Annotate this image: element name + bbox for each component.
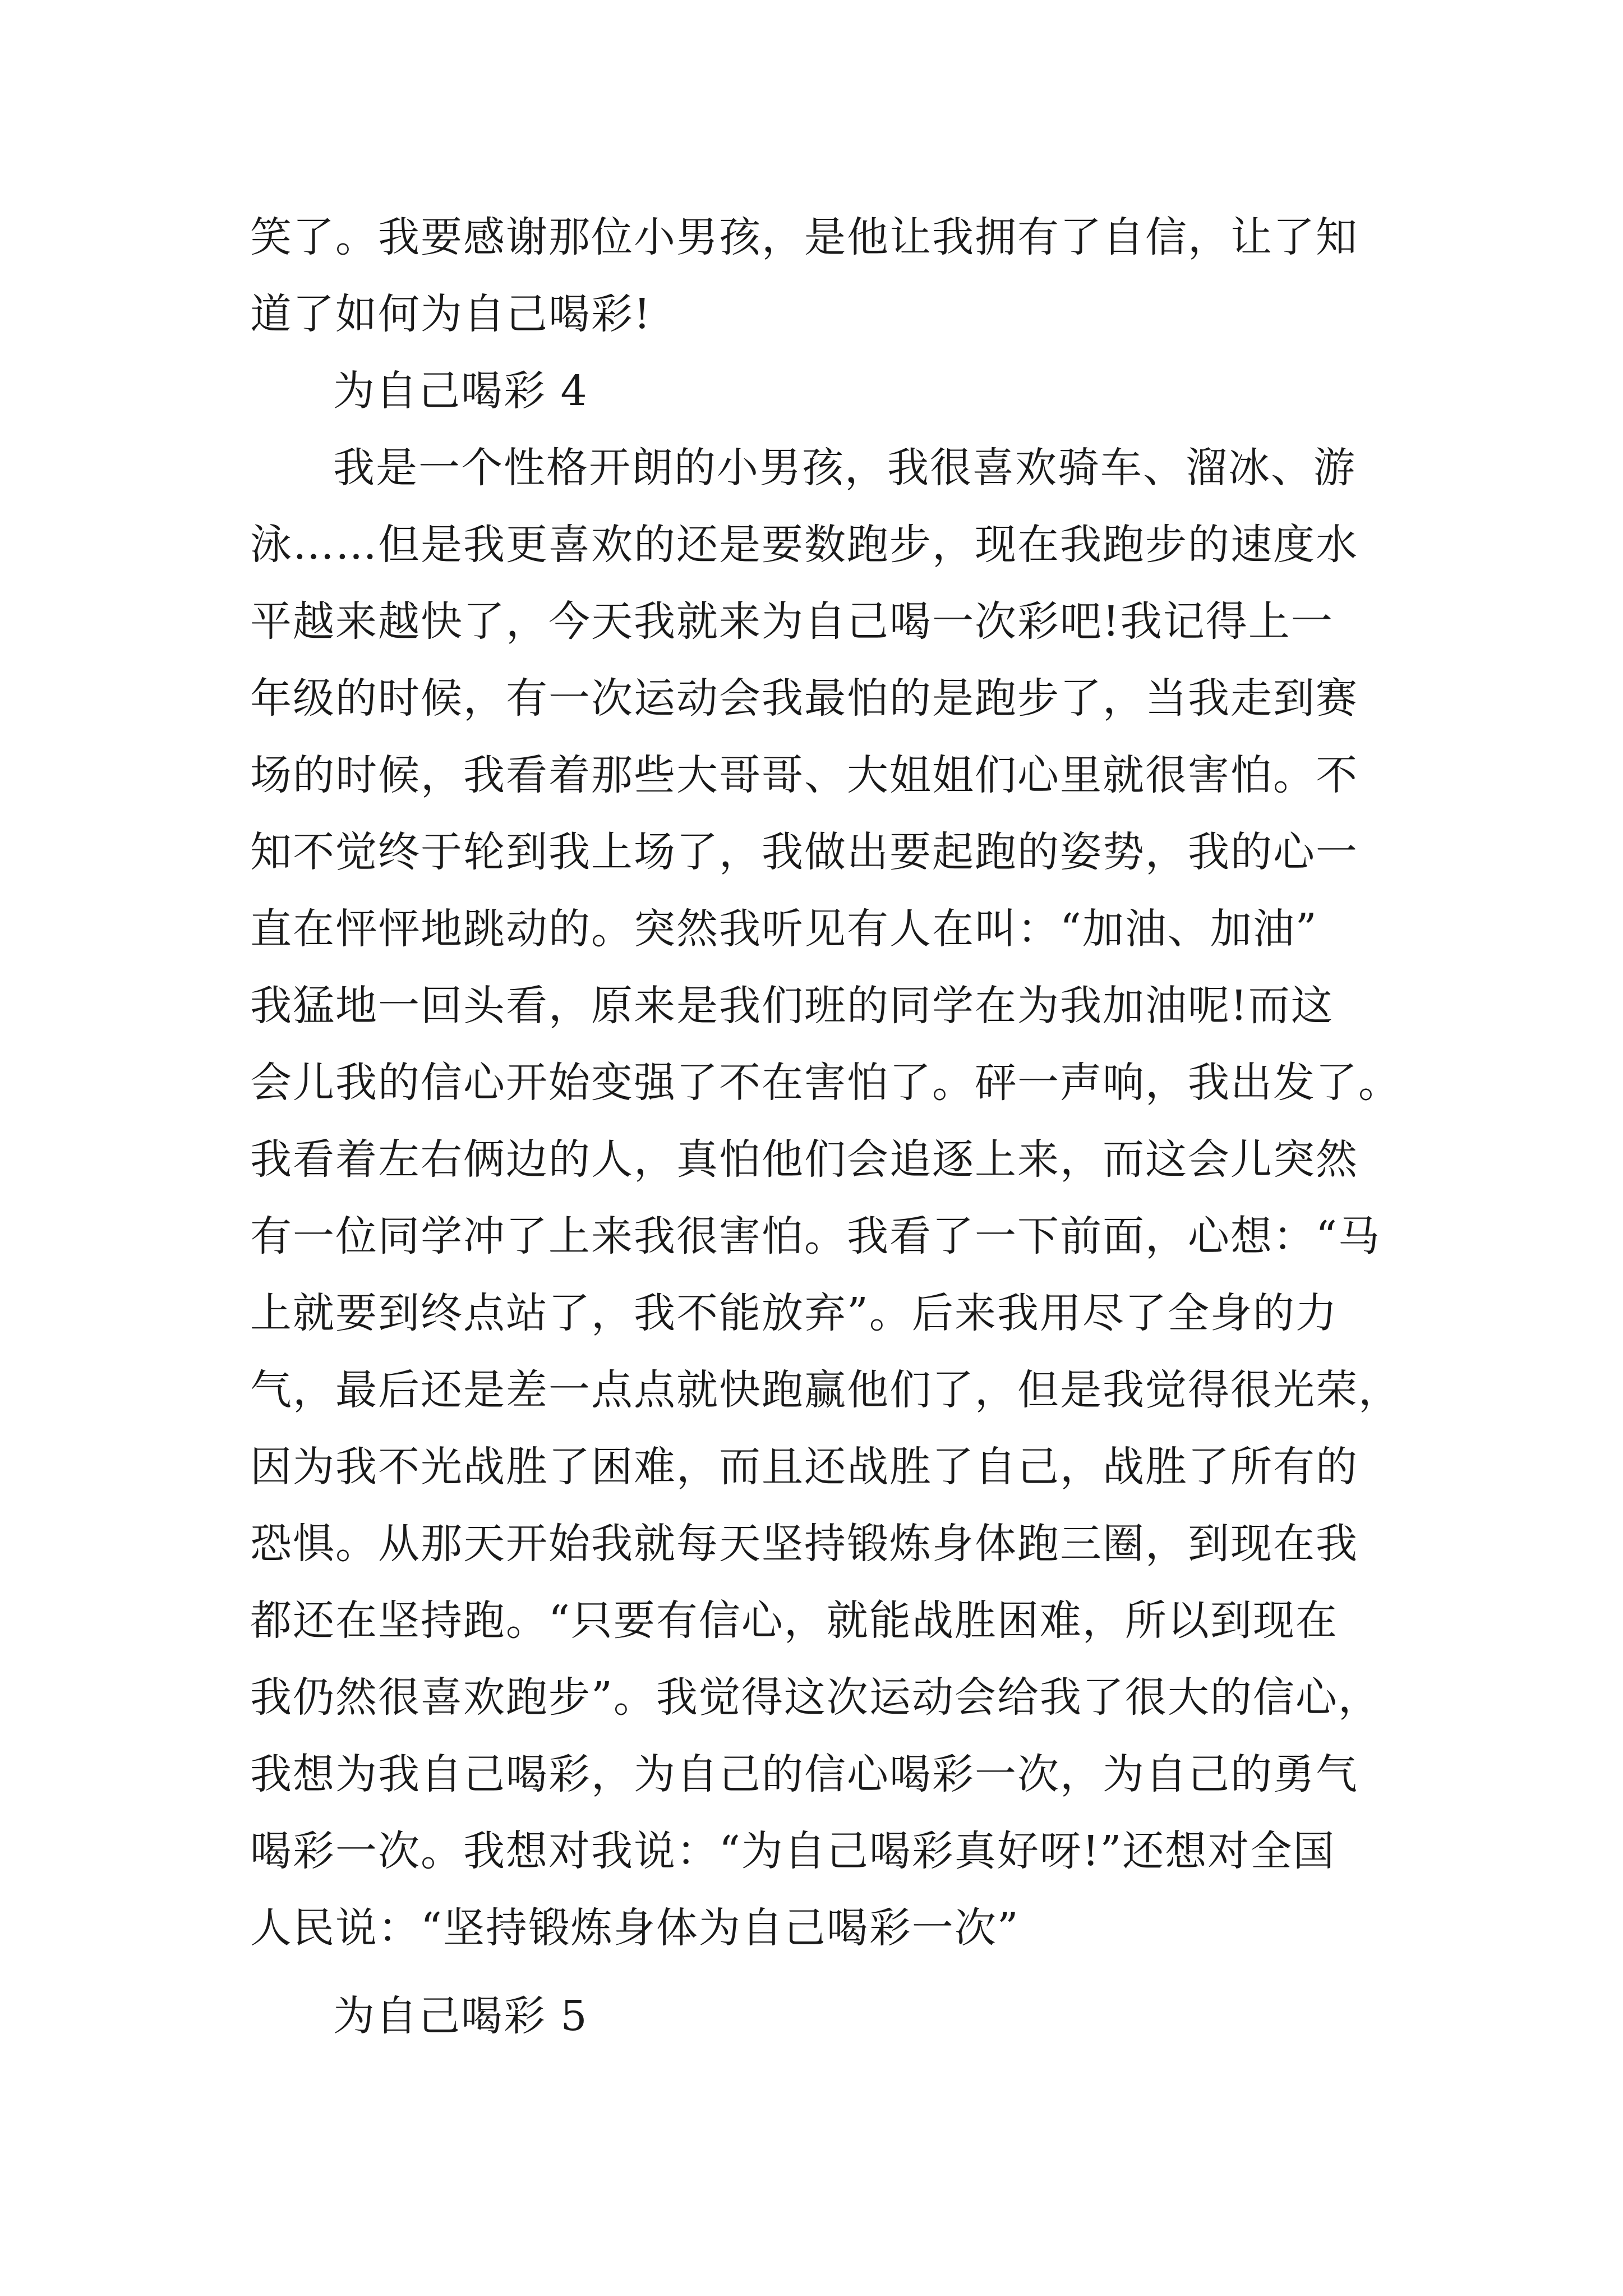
intro-line-2: 道了如何为自己喝彩!: [250, 290, 652, 338]
section-4-line-19: 喝彩一次。我想对我说：“为自己喝彩真好呀!”还想对全国: [250, 1827, 1336, 1875]
section-4-line-14: 因为我不光战胜了困难，而且还战胜了自己，战胜了所有的: [250, 1443, 1358, 1491]
section-4-line-4: 年级的时候，有一次运动会我最怕的是跑步了，当我走到赛: [250, 674, 1358, 723]
section-4-line-1: 我是一个性格开朗的小男孩，我很喜欢骑车、溜冰、游: [333, 444, 1356, 492]
section-4-heading: 为自己喝彩 4: [333, 367, 588, 415]
section-4-line-8: 我猛地一回头看，原来是我们班的同学在为我加油呢!而这: [250, 982, 1334, 1030]
section-4-line-18: 我想为我自己喝彩，为自己的信心喝彩一次，为自己的勇气: [250, 1750, 1358, 1798]
section-4-line-5: 场的时候，我看着那些大哥哥、大姐姐们心里就很害怕。不: [250, 751, 1358, 799]
section-4-line-11: 有一位同学冲了上来我很害怕。我看了一下前面，心想：“马: [250, 1212, 1381, 1260]
section-5-heading: 为自己喝彩 5: [333, 1992, 588, 2040]
section-4-line-10: 我看着左右俩边的人，真怕他们会追逐上来，而这会儿突然: [250, 1135, 1358, 1184]
section-4-line-13: 气，最后还是差一点点就快跑赢他们了，但是我觉得很光荣，: [250, 1366, 1401, 1414]
text-column: [250, 199, 1401, 2055]
section-4-line-6: 知不觉终于轮到我上场了，我做出要起跑的姿势，我的心一: [250, 828, 1358, 876]
section-4-line-15: 恐惧。从那天开始我就每天坚持锻炼身体跑三圈，到现在我: [250, 1520, 1358, 1568]
section-gap: [250, 1967, 1377, 1978]
section-4-line-2: 泳……但是我更喜欢的还是要数跑步，现在我跑步的速度水: [250, 521, 1358, 569]
section-4-line-9: 会儿我的信心开始变强了不在害怕了。砰一声响，我出发了。: [250, 1059, 1401, 1107]
section-4-line-3: 平越来越快了，今天我就来为自己喝一次彩吧!我记得上一: [250, 597, 1334, 646]
section-4-line-20: 人民说：“坚持锻炼身体为自己喝彩一次”: [250, 1904, 1020, 1952]
section-4-line-7: 直在怦怦地跳动的。突然我听见有人在叫：“加油、加油”: [250, 905, 1318, 953]
section-4-line-17: 我仍然很喜欢跑步”。我觉得这次运动会给我了很大的信心，: [250, 1673, 1381, 1722]
intro-line-1: 笑了。我要感谢那位小男孩，是他让我拥有了自信，让了知: [250, 213, 1358, 261]
section-4-line-16: 都还在坚持跑。“只要有信心，就能战胜困难，所以到现在: [250, 1596, 1338, 1645]
section-4-line-12: 上就要到终点站了，我不能放弃”。后来我用尽了全身的力: [250, 1289, 1338, 1337]
